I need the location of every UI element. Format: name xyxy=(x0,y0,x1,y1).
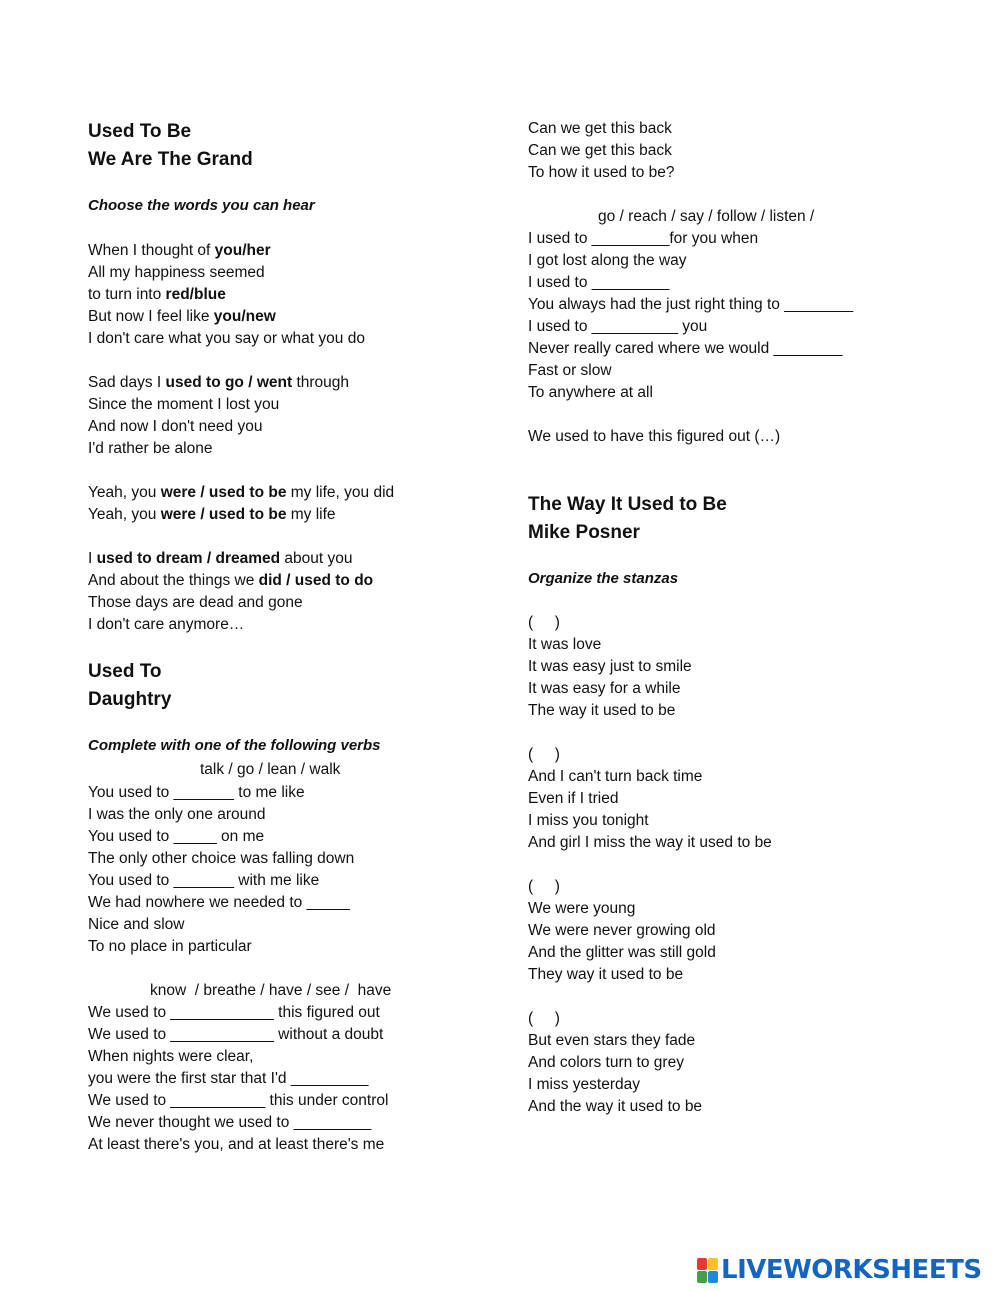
liveworksheets-logo[interactable] xyxy=(697,1256,982,1284)
lyric-line: Those days are dead and gone xyxy=(88,594,303,611)
lyric-line: I used to __________ you xyxy=(528,318,708,335)
lyric-line: We used to ___________ this under control xyxy=(88,1092,389,1109)
lyric-line: And now I don't need you xyxy=(88,418,263,435)
lyric-line: It was love xyxy=(528,636,602,653)
lyric-line: You used to _______ with me like xyxy=(88,872,320,889)
lyric-line: And about the things we did / used to do xyxy=(88,572,374,589)
logo-block-yellow xyxy=(708,1258,718,1270)
lyric-line: The only other choice was falling down xyxy=(88,850,355,867)
lyric-line: They way it used to be xyxy=(528,966,684,983)
logo-mark-icon xyxy=(697,1258,718,1283)
lyric-line: At least there's you, and at least there's me xyxy=(88,1136,385,1153)
lyric-line: But even stars they fade xyxy=(528,1032,696,1049)
lyric-line: The way it used to be xyxy=(528,702,676,719)
lyric-line: We were never growing old xyxy=(528,922,716,939)
lyric-line: It was easy for a while xyxy=(528,680,681,697)
lyric-line: To anywhere at all xyxy=(528,384,653,401)
lyric-line: Yeah, you were / used to be my life, you did xyxy=(88,484,395,501)
song3-artist: Mike Posner xyxy=(528,522,640,543)
lyric-line: And the way it used to be xyxy=(528,1098,703,1115)
lyric-line: I got lost along the way xyxy=(528,252,687,269)
lyric-line: Can we get this back xyxy=(528,142,672,159)
logo-block-blue xyxy=(708,1271,718,1283)
lyric-line: I'd rather be alone xyxy=(88,440,213,457)
lyric-line: And the glitter was still gold xyxy=(528,944,716,961)
logo-block-red xyxy=(697,1258,707,1270)
lyric-line: Even if I tried xyxy=(528,790,619,807)
lyric-line: It was easy just to smile xyxy=(528,658,692,675)
logo-text: LIVEWORKSHEETS xyxy=(721,1255,982,1285)
lyric-line: Can we get this back xyxy=(528,120,672,137)
lyric-line: I used to dream / dreamed about you xyxy=(88,550,353,567)
lyric-line: You used to _______ to me like xyxy=(88,784,305,801)
word-bank: know / breathe / have / see / have xyxy=(150,982,392,999)
lyric-line: Fast or slow xyxy=(528,362,612,379)
lyric-line: Sad days I used to go / went through xyxy=(88,374,350,391)
lyric-line: We had nowhere we needed to _____ xyxy=(88,894,350,911)
lyric-line: When I thought of you/her xyxy=(88,242,271,259)
song2-artist: Daughtry xyxy=(88,689,172,710)
lyric-line: I was the only one around xyxy=(88,806,266,823)
lyric-line: We used to have this figured out (…) xyxy=(528,428,781,445)
logo-block-green xyxy=(697,1271,707,1283)
lyric-line: to turn into red/blue xyxy=(88,286,226,303)
lyric-line: We used to ____________ this figured out xyxy=(88,1004,380,1021)
song1-artist: We Are The Grand xyxy=(88,149,253,170)
word-bank: go / reach / say / follow / listen / xyxy=(598,208,815,225)
song2-title: Used To xyxy=(88,661,162,682)
lyric-line: You always had the just right thing to ________ xyxy=(528,296,854,313)
lyric-line: And I can't turn back time xyxy=(528,768,703,785)
song1-instruction: Choose the words you can hear xyxy=(88,197,315,214)
lyric-line: you were the first star that I'd _________ xyxy=(88,1070,369,1087)
lyric-line: And colors turn to grey xyxy=(528,1054,684,1071)
lyric-line: But now I feel like you/new xyxy=(88,308,276,325)
stanza-order-box[interactable]: ( ) xyxy=(528,614,560,631)
lyric-line: And girl I miss the way it used to be xyxy=(528,834,772,851)
lyric-line: To how it used to be? xyxy=(528,164,675,181)
stanza-order-box[interactable]: ( ) xyxy=(528,1010,560,1027)
lyric-line: We never thought we used to _________ xyxy=(88,1114,372,1131)
word-bank: talk / go / lean / walk xyxy=(200,761,341,778)
lyric-line: When nights were clear, xyxy=(88,1048,254,1065)
lyric-line: You used to _____ on me xyxy=(88,828,265,845)
song1-title: Used To Be xyxy=(88,121,192,142)
lyric-line: Nice and slow xyxy=(88,916,185,933)
lyric-line: To no place in particular xyxy=(88,938,252,955)
song3-title: The Way It Used to Be xyxy=(528,494,727,515)
stanza-order-box[interactable]: ( ) xyxy=(528,878,560,895)
lyric-line: Never really cared where we would ________ xyxy=(528,340,843,357)
lyric-line: I miss you tonight xyxy=(528,812,649,829)
song3-instruction: Organize the stanzas xyxy=(528,570,679,587)
lyric-line: I used to _________ xyxy=(528,274,670,291)
lyric-line: I don't care what you say or what you do xyxy=(88,330,365,347)
lyric-line: We were young xyxy=(528,900,636,917)
lyric-line: Since the moment I lost you xyxy=(88,396,280,413)
lyric-line: I miss yesterday xyxy=(528,1076,640,1093)
lyric-line: Yeah, you were / used to be my life xyxy=(88,506,336,523)
lyric-line: I used to _________for you when xyxy=(528,230,759,247)
lyric-line: All my happiness seemed xyxy=(88,264,265,281)
lyric-line: We used to ____________ without a doubt xyxy=(88,1026,384,1043)
lyric-line: I don't care anymore… xyxy=(88,616,245,633)
song2-instruction: Complete with one of the following verbs xyxy=(88,737,381,754)
stanza-order-box[interactable]: ( ) xyxy=(528,746,560,763)
